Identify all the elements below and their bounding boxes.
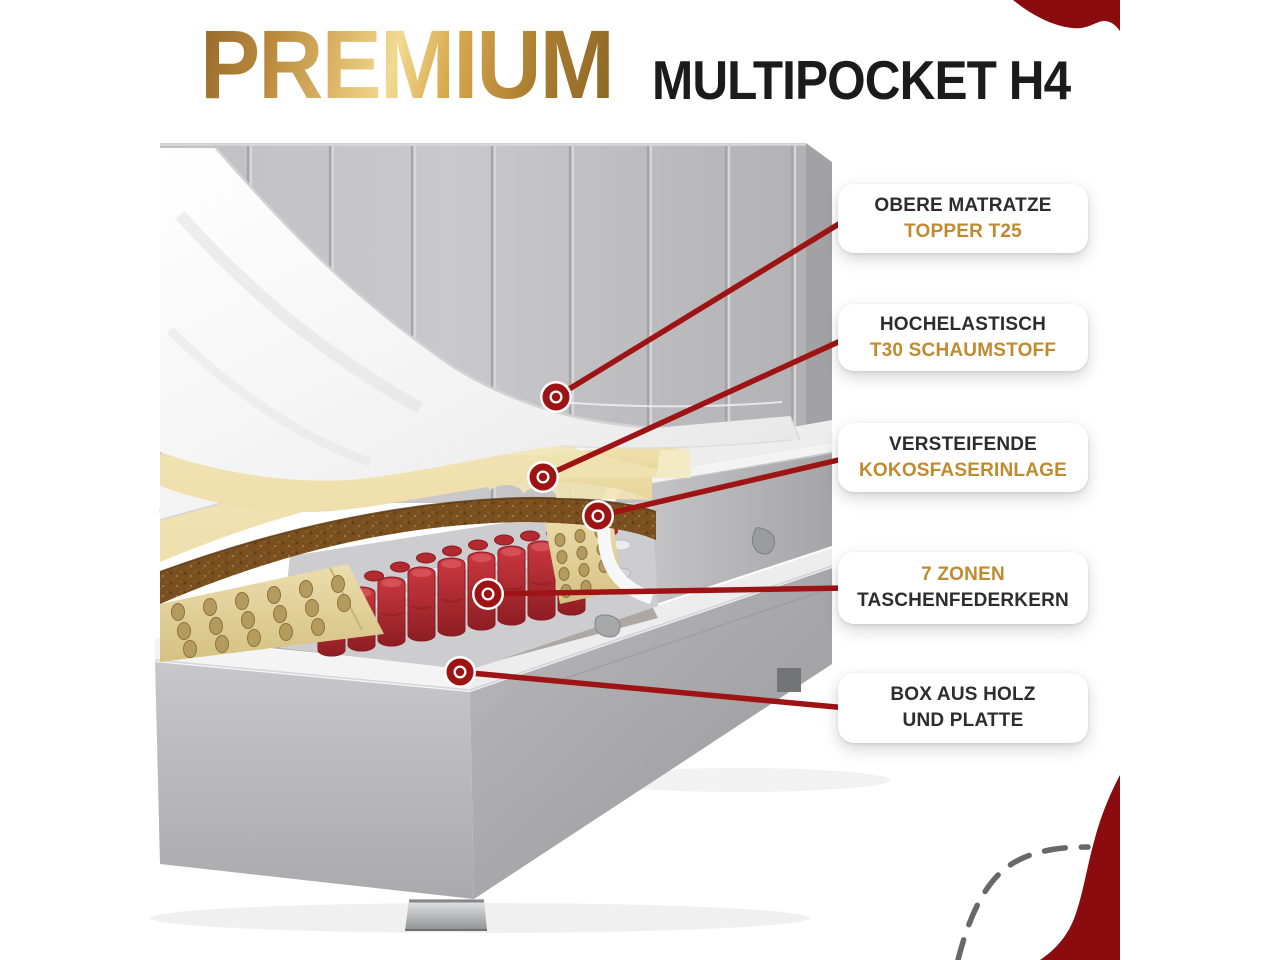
callout-box-line2: UND PLATTE (902, 710, 1024, 731)
page-title: PREMIUM (200, 10, 613, 119)
marker-box (444, 656, 476, 688)
marker-topper (540, 381, 572, 413)
callout-box-line1: BOX AUS HOLZ (890, 684, 1036, 705)
callout-foam-line1: HOCHELASTISCH (879, 313, 1047, 335)
callout-box (838, 673, 1088, 743)
marker-foam (527, 461, 559, 493)
marker-springs (472, 578, 504, 610)
callout-foam-line2: T30 SCHAUMSTOFF (869, 339, 1057, 361)
marker-coco (582, 500, 614, 532)
fabric-loop-tag-2 (595, 615, 620, 637)
corner-wave-top-right (1013, 0, 1120, 31)
headboard-side-face (806, 143, 832, 460)
box-left-face (155, 662, 474, 899)
bed-foot (405, 899, 487, 931)
page-subtitle: MULTIPOCKET H4 (652, 49, 1071, 111)
callout-coco (838, 423, 1088, 492)
corner-wave-bottom-right (1040, 775, 1120, 960)
callout-springs-line1: 7 ZONEN (921, 564, 1005, 585)
callout-springs-line2: TASCHENFEDERKERN (857, 590, 1069, 611)
bed-foot-right (777, 668, 801, 692)
callout-topper-line2: TOPPER T25 (904, 220, 1022, 242)
callout-coco-line2: KOKOSFASERINLAGE (859, 459, 1067, 481)
callout-coco-line1: VERSTEIFENDE (888, 433, 1038, 455)
callout-springs (838, 552, 1088, 624)
topper-foam-cut-face (656, 450, 690, 478)
callout-foam (838, 304, 1088, 371)
callout-topper-line1: OBERE MATRATZE (874, 194, 1052, 216)
callout-topper (838, 184, 1088, 253)
